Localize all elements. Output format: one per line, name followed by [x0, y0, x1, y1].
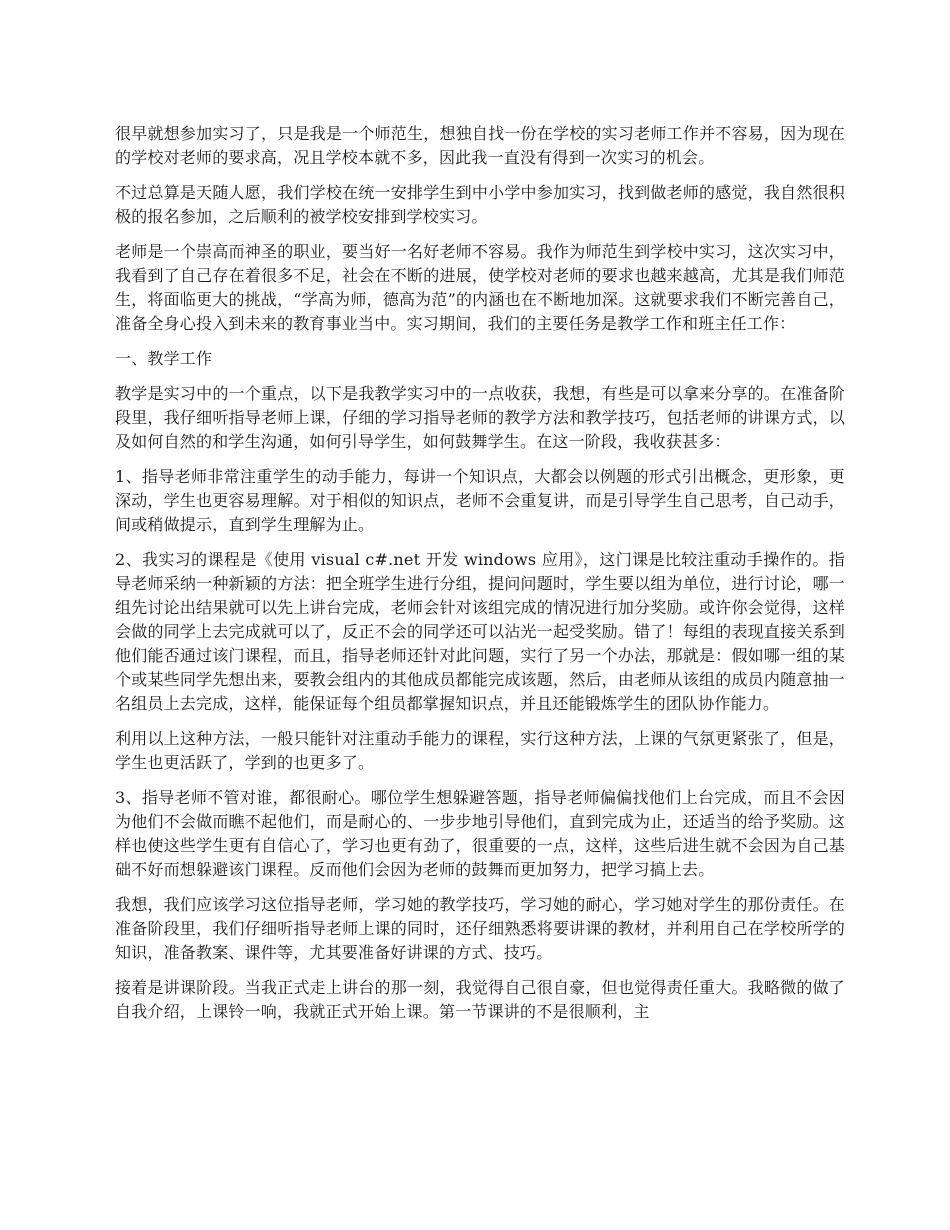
document-body: [115, 122, 845, 1035]
paragraph-5: 1、指导老师非常注重学生的动手能力，每讲一个知识点，大都会以例题的形式引出概念，更形象，更深动，学生也更容易理解。对于相似的知识点，老师不会重复讲，而是引导学生自己思考，自己动手，间或稍做提示，直到学生理解为止。: [115, 467, 845, 534]
paragraph-2: 不过总算是天随人愿，我们学校在统一安排学生到中小学中参加实习，找到做老师的感觉，我自然很积极的报名参加，之后顺利的被学校安排到学校实习。: [115, 183, 845, 226]
paragraph-8: 3、指导老师不管对谁，都很耐心。哪位学生想躲避答题，指导老师偏偏找他们上台完成，而且不会因为他们不会做而瞧不起他们，而是耐心的、一步步地引导他们，直到完成为止，还适当的给予奖励。这样也使这些学生更有自信心了，学习也更有劲了，很重要的一点，这样，这些后进生就不会因为自己基础不好而想躲避该门课程。反而他们会因为老师的鼓舞而更加努力，把学习搞上去。: [115, 788, 845, 879]
paragraph-1: 很早就想参加实习了，只是我是一个师范生，想独自找一份在学校的实习老师工作并不容易，因为现在的学校对老师的要求高，况且学校本就不多，因此我一直没有得到一次实习的机会。: [115, 124, 845, 167]
paragraph-6: 2、我实习的课程是《使用 visual c#.net 开发 windows 应用》，这门课是比较注重动手操作的。指导老师采纳一种新颖的方法：把全班学生进行分组，提问问题时，学生要以组为单位，进行讨论，哪一组先讨论出结果就可以先上讲台完成，老师会针对该组完成的情况进行加分奖励。或许你会觉得，这样会做的同学上去完成就可以了，反正不会的同学还可以沾光一起受奖励。错了！每组的表现直接关系到他们能否通过该门课程，而且，指导老师还针对此问题，实行了另一个办法，那就是：假如哪一组的某个或某些同学先想出来，要教会组内的其他成员都能完成该题，然后，由老师从该组的成员内随意抽一名组员上去完成，这样，能保证每个组员都掌握知识点，并且还能锻炼学生的团队协作能力。: [115, 550, 845, 713]
paragraph-9: 我想，我们应该学习这位指导老师，学习她的教学技巧，学习她的耐心，学习她对学生的那份责任。在准备阶段里，我们仔细听指导老师上课的同时，还仔细熟悉将要讲课的教材，并利用自己在学校所学的知识，准备教案、课件等，尤其要准备好讲课的方式、技巧。: [115, 895, 845, 962]
paragraph-3: 老师是一个崇高而神圣的职业，要当好一名好老师不容易。我作为师范生到学校中实习，这次实习中，我看到了自己存在着很多不足，社会在不断的进展，使学校对老师的要求也越来越高，尤其是我们师范生，将面临更大的挑战，“学高为师，德高为范”的内涵也在不断地加深。这就要求我们不断完善自己，准备全身心投入到未来的教育事业当中。实习期间，我们的主要任务是教学工作和班主任工作：: [115, 242, 845, 333]
paragraph-10: 接着是讲课阶段。当我正式走上讲台的那一刻，我觉得自己很自豪，但也觉得责任重大。我略微的做了自我介绍，上课铃一响，我就正式开始上课。第一节课讲的不是很顺利，主: [115, 978, 845, 1021]
paragraph-7: 利用以上这种方法，一般只能针对注重动手能力的课程，实行这种方法，上课的气氛更紧张了，但是，学生也更活跃了，学到的也更多了。: [115, 729, 845, 772]
section-heading-teaching: 一、教学工作: [115, 349, 213, 368]
paragraph-4: 教学是实习中的一个重点，以下是我教学实习中的一点收获，我想，有些是可以拿来分享的。在准备阶段里，我仔细听指导老师上课，仔细的学习指导老师的教学方法和教学技巧，包括老师的讲课方式，以及如何自然的和学生沟通，如何引导学生，如何鼓舞学生。在这一阶段，我收获甚多：: [115, 384, 845, 451]
